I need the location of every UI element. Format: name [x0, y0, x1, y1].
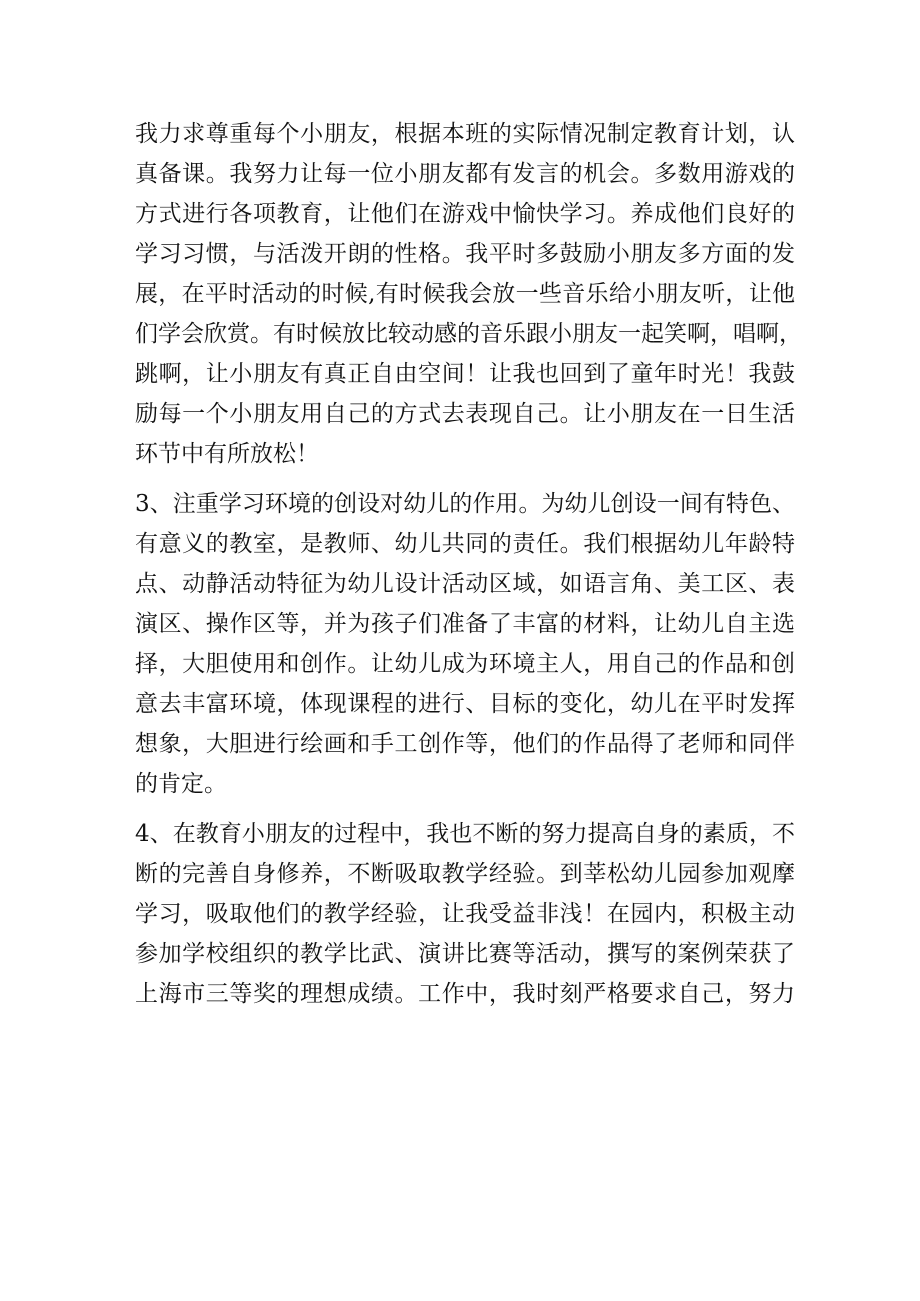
text-line: 3、注重学习环境的创设对幼儿的作用。为幼儿创设一间有特色、	[135, 491, 795, 517]
text-line: 的肯定。	[135, 771, 227, 797]
text-line: 参加学校组织的教学比武、演讲比赛等活动，撰写的案例荣获了	[135, 941, 795, 967]
document-body	[135, 114, 802, 1014]
text-line: 学习习惯，与活泼开朗的性格。我平时多鼓励小朋友多方面的发	[135, 241, 795, 267]
text-line: 跳啊，让小朋友有真正自由空间！让我也回到了童年时光！我鼓	[135, 361, 795, 387]
text-line: 我力求尊重每个小朋友，根据本班的实际情况制定教育计划，认	[135, 121, 795, 147]
text-line: 展，在平时活动的时候,有时候我会放一些音乐给小朋友听，让他	[135, 281, 795, 307]
paragraph-2	[135, 484, 795, 804]
text-line: 方式进行各项教育，让他们在游戏中愉快学习。养成他们良好的	[135, 201, 795, 227]
paragraph-1	[135, 114, 802, 474]
text-line: 上海市三等奖的理想成绩。工作中，我时刻严格要求自己，努力	[135, 981, 795, 1007]
text-line: 学习，吸取他们的教学经验，让我受益非浅！在园内，积极主动	[135, 901, 795, 927]
paragraph-3	[135, 814, 795, 1014]
text-line: 励每一个小朋友用自己的方式去表现自己。让小朋友在一日生活	[135, 401, 795, 427]
paragraph-spacer	[135, 474, 795, 484]
text-line: 环节中有所放松！	[135, 441, 319, 467]
text-line: 真备课。我努力让每一位小朋友都有发言的机会。多数用游戏的	[135, 161, 795, 187]
text-line: 点、动静活动特征为幼儿设计活动区域，如语言角、美工区、表	[135, 571, 795, 597]
text-line: 4、在教育小朋友的过程中，我也不断的努力提高自身的素质，不	[135, 821, 795, 847]
text-line: 断的完善自身修养，不断吸取教学经验。到莘松幼儿园参加观摩	[135, 861, 795, 887]
text-line: 择，大胆使用和创作。让幼儿成为环境主人，用自己的作品和创	[135, 651, 795, 677]
paragraph-spacer	[135, 804, 795, 814]
text-line: 想象，大胆进行绘画和手工创作等，他们的作品得了老师和同伴	[135, 731, 795, 757]
text-line: 们学会欣赏。有时候放比较动感的音乐跟小朋友一起笑啊，唱啊，	[135, 321, 802, 347]
text-line: 演区、操作区等，并为孩子们准备了丰富的材料，让幼儿自主选	[135, 611, 795, 637]
text-line: 有意义的教室，是教师、幼儿共同的责任。我们根据幼儿年龄特	[135, 531, 795, 557]
text-line: 意去丰富环境，体现课程的进行、目标的变化，幼儿在平时发挥	[135, 691, 795, 717]
